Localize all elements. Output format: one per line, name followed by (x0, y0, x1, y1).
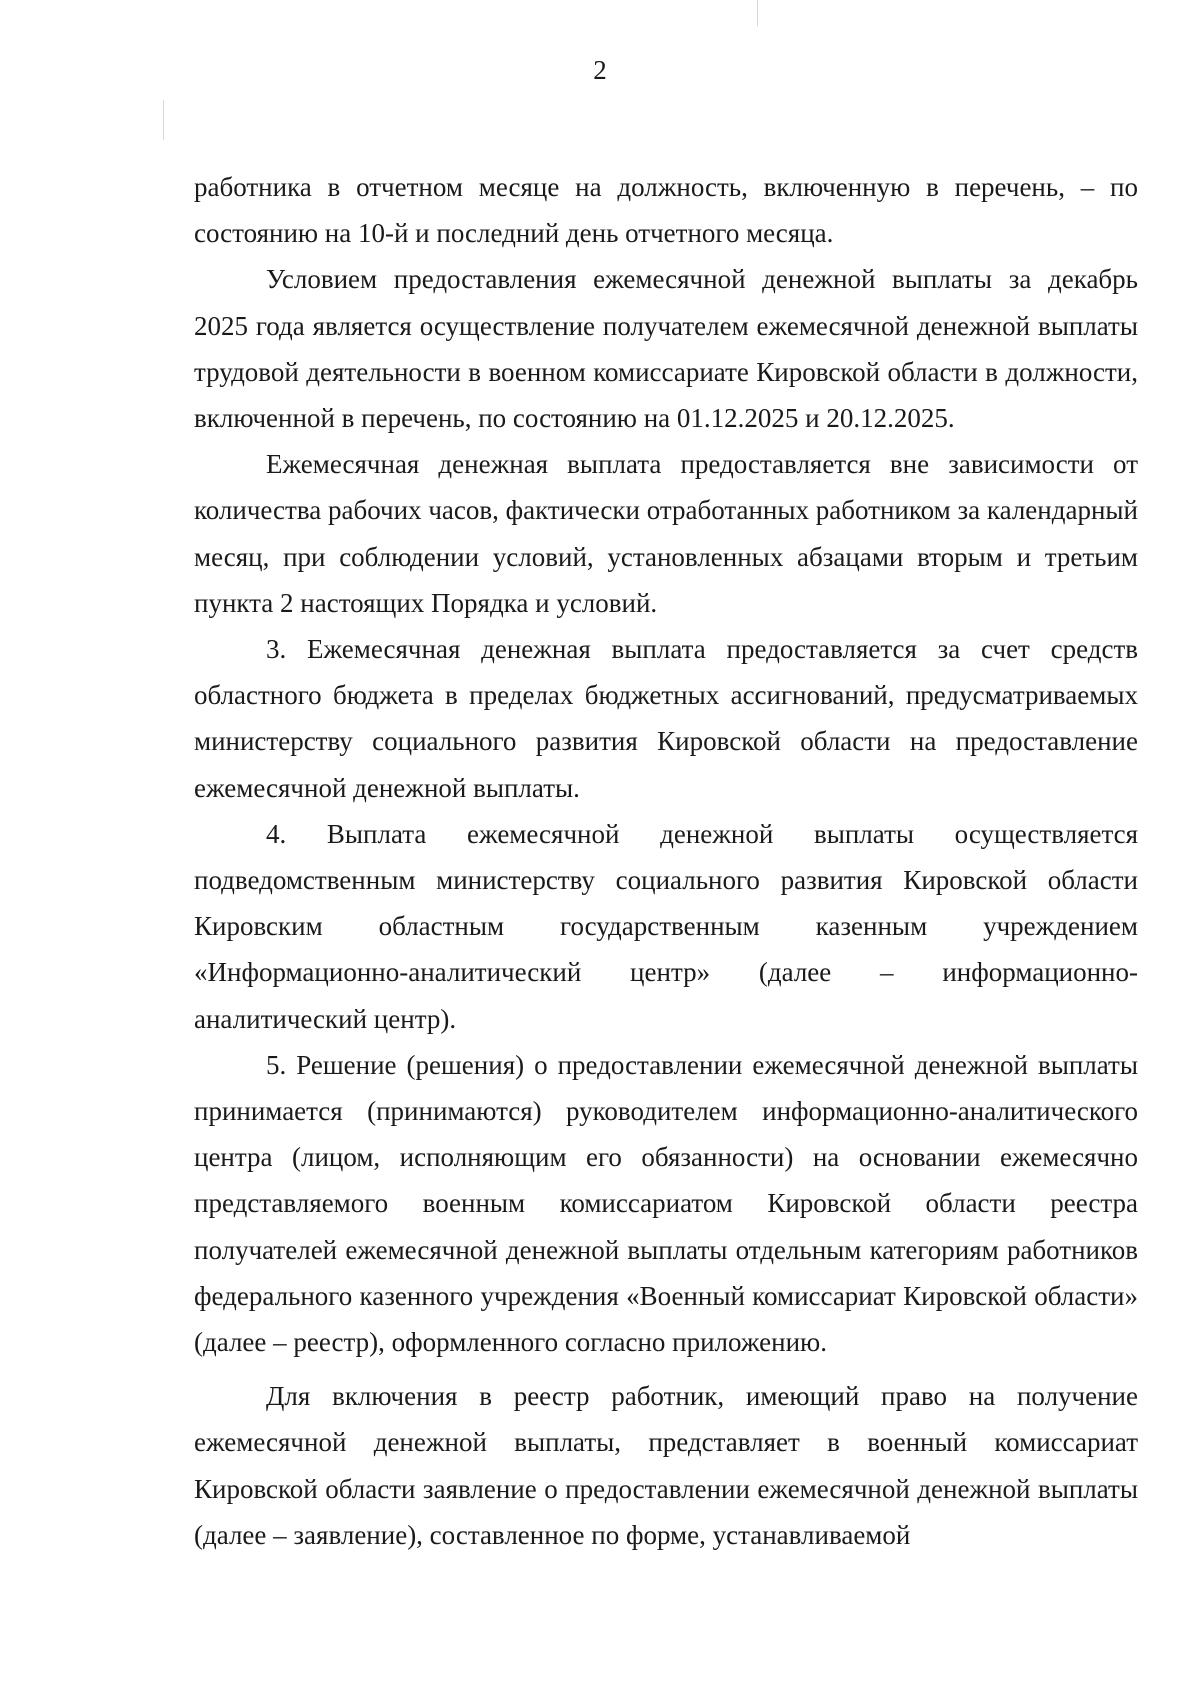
document-body (194, 164, 1138, 1558)
paragraph-item-4: 4. Выплата ежемесячной денежной выплаты осуществляется подведомственным министерству социального развития Кировской области Кировским областным государственным казенным учреждением «Информационно-аналитический центр» (далее – информационно-аналитический центр). (194, 818, 1138, 1034)
paragraph-item-5: 5. Решение (решения) о предоставлении ежемесячной денежной выплаты принимается (принимаются) руководителем информационно-аналитического центра (лицом, исполняющим его обязанности) на основании ежемесячно представляемого военным комиссариатом Кировской области реестра получателей ежемесячной денежной выплаты отдельным категориям работников федерального казенного учреждения «Военный комиссариат Кировской области» (далее – реестр), оформленного согласно приложению. (194, 1049, 1138, 1358)
scan-margin-line-top (757, 0, 758, 26)
paragraph-registry-inclusion: Для включения в реестр работник, имеющий право на получение ежемесячной денежной выплаты, представляет в военный комиссариат Кировской области заявление о предоставлении ежемесячной денежной выплаты (далее – заявление), составленное по форме, устанавливаемой (194, 1381, 1138, 1550)
paragraph-december-condition: Условием предоставления ежемесячной денежной выплаты за декабрь 2025 года является осуществление получателем ежемесячной денежной выплаты трудовой деятельности в военном комиссариате Кировской области в должности, включенной в перечень, по состоянию на 01.12.2025 и 20.12.2025. (194, 264, 1138, 434)
scan-margin-line-left (163, 100, 164, 140)
page-number: 2 (593, 55, 607, 85)
paragraph-continuation: работника в отчетном месяце на должность, включенную в перечень, – по состоянию на 10-й и последний день отчетного месяца. (194, 172, 1138, 249)
paragraph-item-3: 3. Ежемесячная денежная выплата предоставляется за счет средств областного бюджета в пределах бюджетных ассигнований, предусматриваемых министерству социального развития Кировской области на предоставление ежемесячной денежной выплаты. (194, 634, 1138, 803)
paragraph-hours-independence: Ежемесячная денежная выплата предоставляется вне зависимости от количества рабочих часов, фактически отработанных работником за календарный месяц, при соблюдении условий, установленных абзацами вторым и третьим пункта 2 настоящих Порядка и условий. (194, 449, 1138, 618)
